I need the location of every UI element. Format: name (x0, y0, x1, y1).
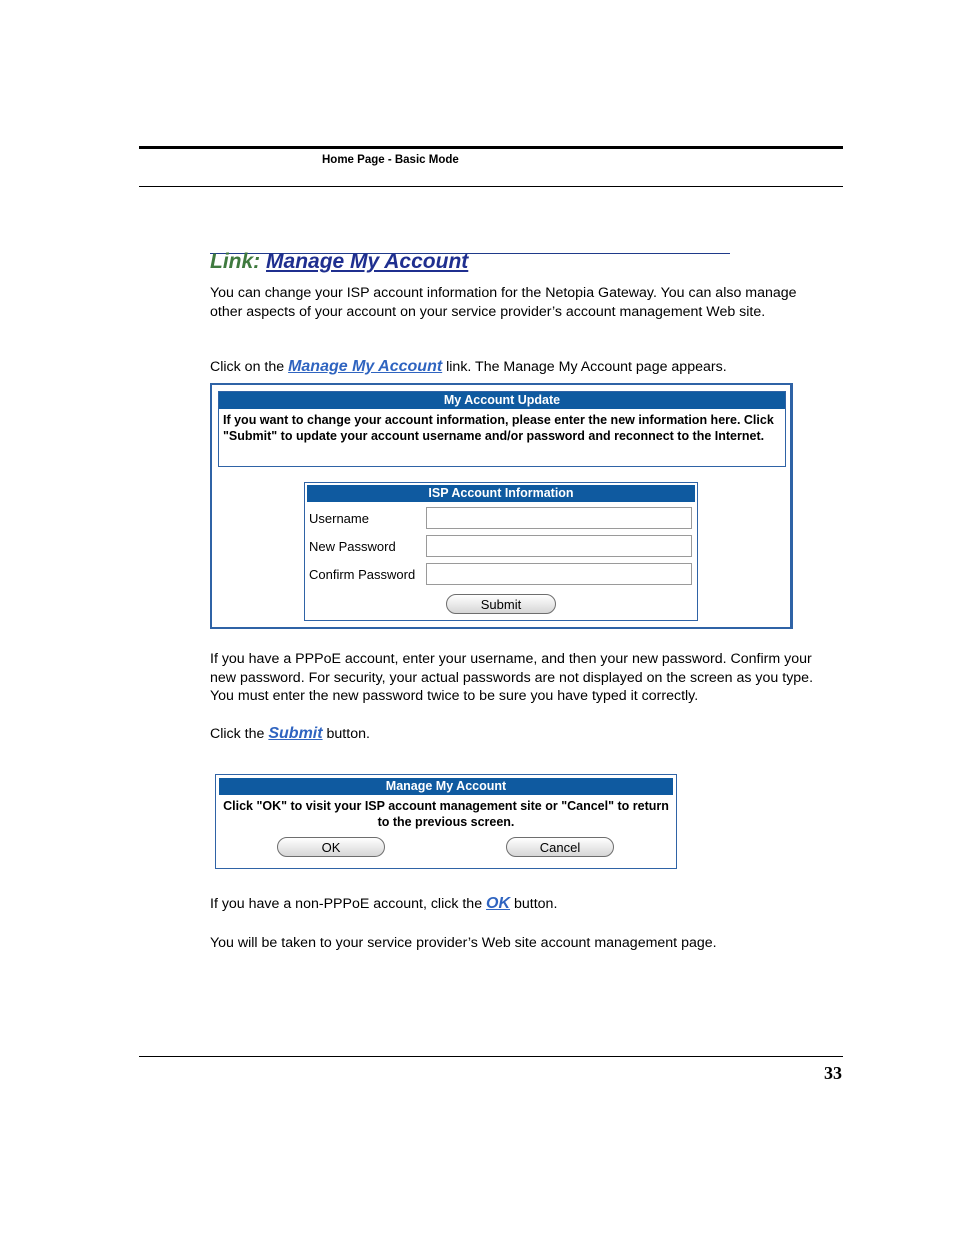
isp-account-title: ISP Account Information (307, 485, 695, 502)
isp-account-form (304, 482, 698, 621)
click-instruction (210, 358, 830, 377)
submit-button[interactable]: Submit (446, 594, 556, 614)
submit-post: button. (326, 726, 370, 742)
intro-paragraph: You can change your ISP account information for the Netopia Gateway. You can also manage other aspects of your account on your service provider’s account management Web site. (210, 285, 797, 320)
new-password-input[interactable] (426, 535, 692, 557)
footer-rule (139, 1056, 843, 1057)
manage-account-link[interactable]: Manage My Account (288, 358, 443, 375)
title-prefix: Link: (210, 250, 261, 273)
confirm-password-input[interactable] (426, 563, 692, 585)
nonpppoe-pre: If you have a non-PPPoE account, click the (210, 896, 483, 912)
non-pppoe-instruction (210, 895, 830, 914)
header-rule-thin (139, 186, 843, 187)
account-update-text: If you want to change your account information, please enter the new information here. Click "Submit" to update your account username and/or password and reconnect to the Internet. (223, 413, 774, 443)
cancel-button[interactable]: Cancel (506, 837, 614, 857)
confirm-password-label: Confirm Password (309, 567, 416, 582)
account-update-box (218, 391, 786, 467)
pppoe-paragraph: If you have a PPPoE account, enter your username, and then your new password. Confirm your new password. For security, your actual passwords are not displayed on the screen as you type. You must enter the new password twice to be sure you have typed it correctly. (210, 651, 814, 705)
running-head: Home Page - Basic Mode (322, 154, 459, 166)
title-link[interactable]: Manage My Account (266, 250, 469, 273)
username-input[interactable] (426, 507, 692, 529)
new-password-label: New Password (309, 539, 396, 554)
nonpppoe-post: button. (514, 896, 558, 912)
section-title (210, 250, 468, 274)
manage-account-dialog-title: Manage My Account (219, 778, 673, 795)
header-rule-thick (139, 146, 843, 149)
final-paragraph: You will be taken to your service provider’s Web site account management page. (210, 935, 717, 951)
account-update-screenshot (210, 383, 793, 629)
click-pre: Click on the (210, 359, 285, 375)
ok-link[interactable]: OK (486, 895, 511, 912)
manage-account-dialog-text: Click "OK" to visit your ISP account management site or "Cancel" to return to the previous screen. (223, 799, 669, 829)
submit-pre: Click the (210, 726, 265, 742)
username-label: Username (309, 511, 369, 526)
manage-account-dialog-screenshot (215, 774, 677, 869)
page-number: 33 (824, 1063, 842, 1083)
submit-link[interactable]: Submit (268, 725, 323, 742)
account-update-title: My Account Update (219, 392, 785, 409)
ok-button[interactable]: OK (277, 837, 385, 857)
submit-instruction (210, 725, 830, 744)
click-post: link. The Manage My Account page appears. (446, 359, 727, 375)
